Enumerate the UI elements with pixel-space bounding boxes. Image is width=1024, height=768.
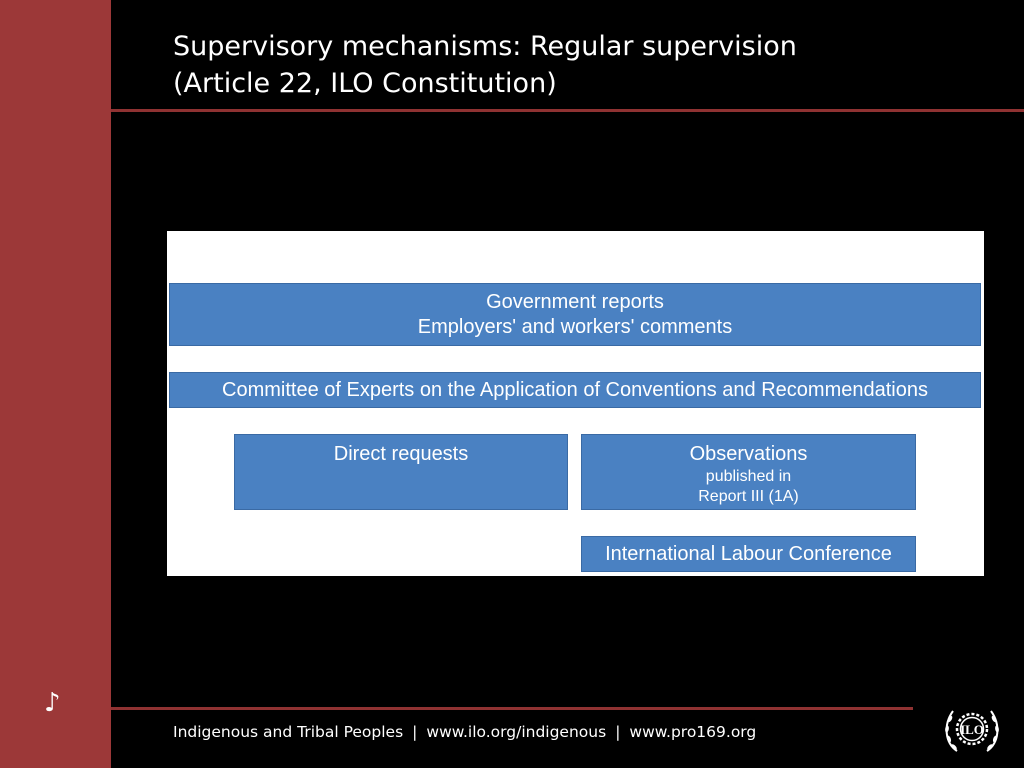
- title-line-1: Supervisory mechanisms: Regular supervision: [173, 31, 797, 62]
- footer-link-ilo[interactable]: www.ilo.org/indigenous: [426, 723, 607, 741]
- observations-report-label: Report III (1A): [698, 488, 799, 505]
- government-reports-box: [169, 283, 981, 346]
- direct-requests-box: [234, 434, 568, 510]
- footer-divider: [111, 707, 913, 710]
- ilo-logo-text: ILO: [960, 722, 984, 737]
- observations-box: [581, 434, 916, 510]
- conference-label: International Labour Conference: [605, 543, 892, 565]
- observations-published-label: published in: [705, 468, 792, 485]
- labour-conference-box: [581, 536, 916, 572]
- gov-reports-label: Government reports: [486, 291, 664, 313]
- footer-bar: [173, 722, 756, 742]
- footer-link-pro169[interactable]: www.pro169.org: [629, 723, 757, 741]
- footer-separator: |: [412, 723, 418, 741]
- committee-label: Committee of Experts on the Application of Conventions and Recommendations: [222, 379, 928, 401]
- slide-title: [173, 28, 993, 102]
- observations-label: Observations: [689, 443, 808, 465]
- title-divider: [111, 109, 1024, 112]
- sidebar-band: [0, 0, 111, 768]
- ilo-logo: [941, 701, 1003, 757]
- music-note-icon[interactable]: ♪: [44, 688, 61, 718]
- title-line-2: (Article 22, ILO Constitution): [173, 68, 557, 99]
- footer-title: Indigenous and Tribal Peoples: [173, 723, 404, 741]
- committee-of-experts-box: [169, 372, 981, 408]
- comments-label: Employers' and workers' comments: [417, 316, 733, 338]
- direct-requests-label: Direct requests: [333, 443, 469, 465]
- footer-separator: |: [615, 723, 621, 741]
- supervision-diagram: [167, 231, 984, 576]
